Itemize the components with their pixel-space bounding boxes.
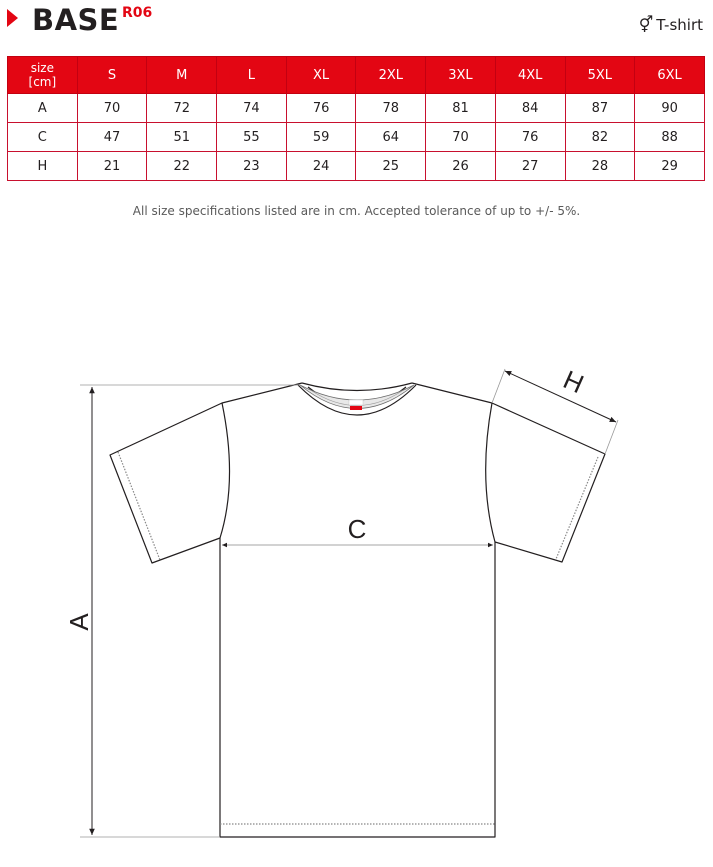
table-cell: 82 bbox=[565, 123, 635, 152]
size-header: 4XL bbox=[495, 57, 565, 94]
table-cell: 81 bbox=[426, 94, 496, 123]
table-cell: 87 bbox=[565, 94, 635, 123]
tolerance-note: All size specifications listed are in cm. Accepted tolerance of up to +/- 5%. bbox=[132, 204, 581, 218]
table-cell: 59 bbox=[286, 123, 356, 152]
table-row bbox=[8, 123, 705, 152]
table-cell: 78 bbox=[356, 94, 426, 123]
tshirt-measurement-diagram bbox=[0, 340, 713, 860]
table-cell: 51 bbox=[147, 123, 217, 152]
row-label: H bbox=[8, 152, 78, 181]
size-header: XL bbox=[286, 57, 356, 94]
label-a: A bbox=[64, 613, 94, 631]
product-name: BASE bbox=[32, 3, 120, 37]
table-cell: 28 bbox=[565, 152, 635, 181]
table-row bbox=[8, 152, 705, 181]
table-cell: 76 bbox=[286, 94, 356, 123]
size-header: M bbox=[147, 57, 217, 94]
row-label: C bbox=[8, 123, 78, 152]
dimension-c bbox=[222, 514, 493, 545]
table-cell: 70 bbox=[426, 123, 496, 152]
size-header: 3XL bbox=[426, 57, 496, 94]
size-header: 5XL bbox=[565, 57, 635, 94]
size-header: S bbox=[77, 57, 147, 94]
table-cell: 64 bbox=[356, 123, 426, 152]
table-cell: 70 bbox=[77, 94, 147, 123]
table-header-row bbox=[8, 57, 705, 94]
table-cell: 24 bbox=[286, 152, 356, 181]
label-c: C bbox=[347, 514, 367, 544]
play-triangle-icon bbox=[7, 9, 18, 27]
header bbox=[0, 0, 713, 44]
table-cell: 26 bbox=[426, 152, 496, 181]
brand-label-tag bbox=[350, 406, 362, 410]
dimension-h bbox=[492, 364, 618, 454]
corner-label-unit: [cm] bbox=[28, 75, 57, 89]
table-cell: 27 bbox=[495, 152, 565, 181]
table-cell: 72 bbox=[147, 94, 217, 123]
product-type-label: T-shirt bbox=[656, 16, 703, 34]
product-code: R06 bbox=[122, 5, 153, 21]
size-header: 2XL bbox=[356, 57, 426, 94]
corner-label-size: size bbox=[30, 61, 54, 75]
table-cell: 76 bbox=[495, 123, 565, 152]
table-cell: 84 bbox=[495, 94, 565, 123]
table-cell: 29 bbox=[635, 152, 705, 181]
table-cell: 55 bbox=[217, 123, 287, 152]
label-h: H bbox=[558, 364, 589, 400]
size-header: 6XL bbox=[635, 57, 705, 94]
table-cell: 21 bbox=[77, 152, 147, 181]
table-cell: 22 bbox=[147, 152, 217, 181]
table-cell: 90 bbox=[635, 94, 705, 123]
unisex-icon: ⚥ bbox=[638, 15, 654, 34]
table-cell: 25 bbox=[356, 152, 426, 181]
table-cell: 88 bbox=[635, 123, 705, 152]
collar-rib bbox=[300, 385, 414, 410]
size-header: L bbox=[217, 57, 287, 94]
table-cell: 74 bbox=[217, 94, 287, 123]
corner-header bbox=[8, 57, 78, 94]
product-type bbox=[639, 14, 703, 36]
table-cell: 23 bbox=[217, 152, 287, 181]
tshirt-outline bbox=[110, 383, 605, 837]
table-row bbox=[8, 94, 705, 123]
table-cell: 47 bbox=[77, 123, 147, 152]
dimension-a bbox=[64, 385, 300, 837]
row-label: A bbox=[8, 94, 78, 123]
size-chart-table bbox=[7, 56, 705, 181]
